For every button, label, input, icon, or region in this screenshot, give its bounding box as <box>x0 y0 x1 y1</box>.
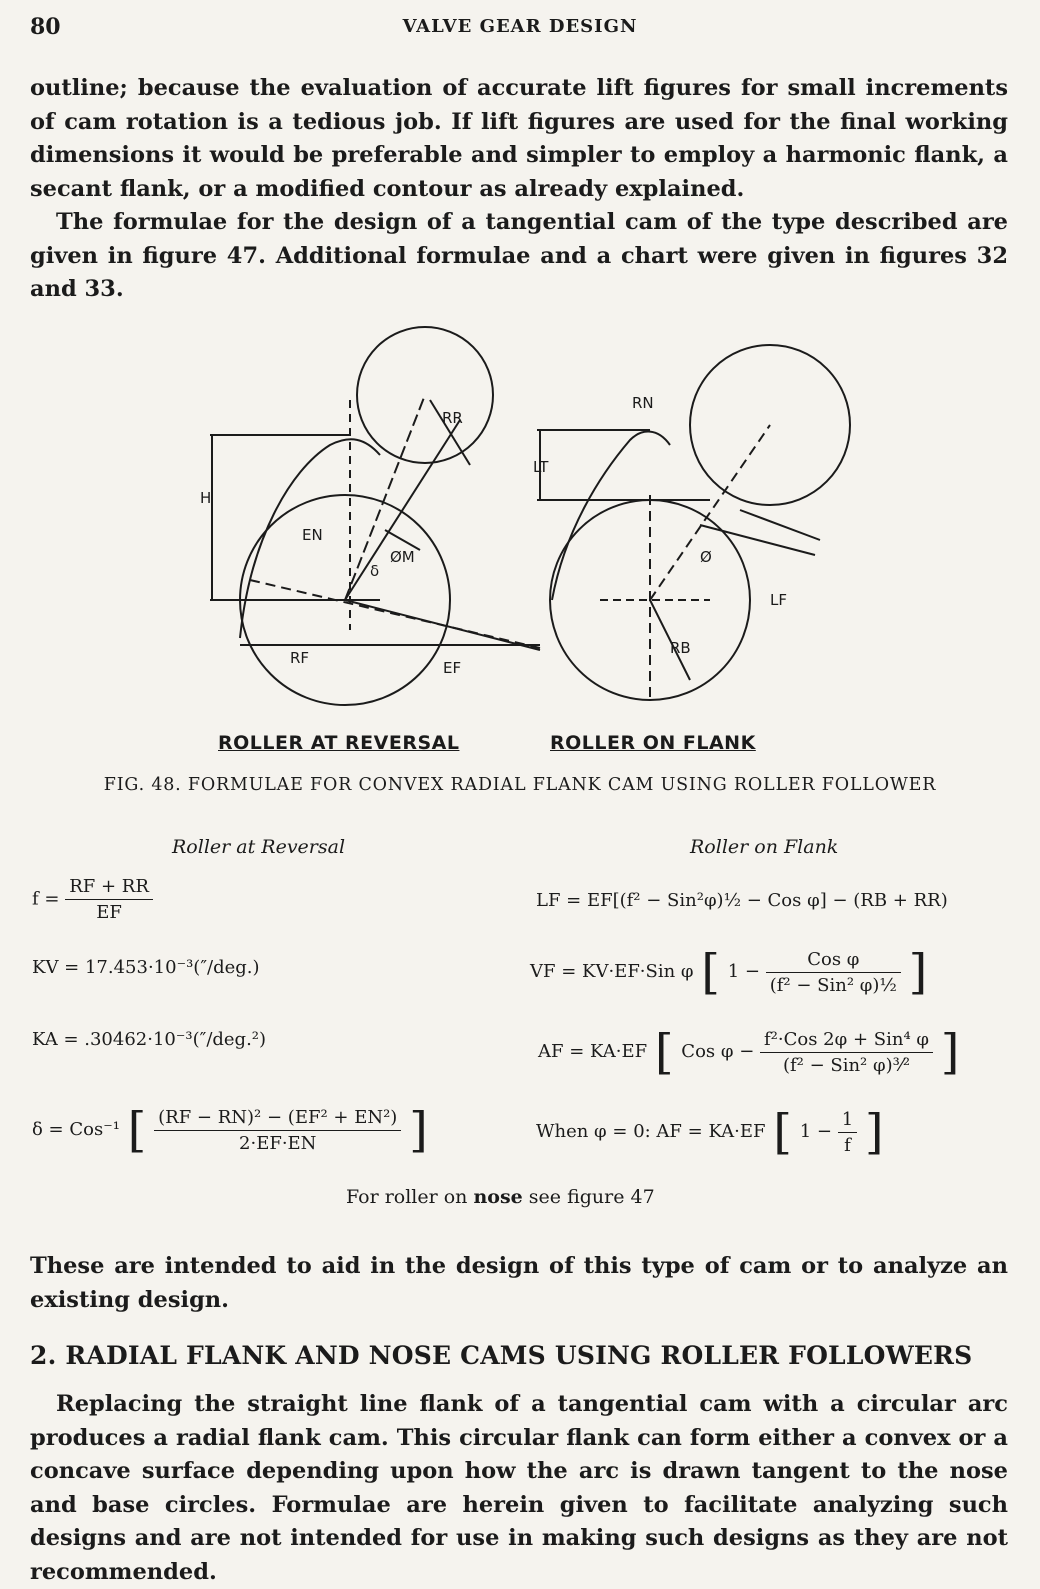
label-rb: RB <box>670 639 691 657</box>
formula-when-phi-zero: When φ = 0: AF = KA·EF [ 1 − $\frac{1}{f}$ ] <box>536 1104 884 1160</box>
paragraph-formulae-reference: The formulae for the design of a tangential cam of the type described are given in figure 47. Additional formulae and a chart were given in figures 32 and 33. <box>30 209 1008 302</box>
paragraph-purpose: These are intended to aid in the design of this type of cam or to analyze an existing design. <box>30 1253 1008 1313</box>
label-roller-at-reversal: ROLLER AT REVERSAL <box>218 732 460 754</box>
label-ef: EF <box>443 659 462 677</box>
column-title-flank: Roller on Flank <box>690 836 839 858</box>
formula-delta: δ = Cos⁻¹ [ $\frac{\text{(RF − RN)² − (EF² + EN²)}}{2\cdot EF\cdot EN}$ ] <box>32 1102 428 1158</box>
page-number: 80 <box>30 14 61 40</box>
label-lt: LT <box>533 458 549 476</box>
label-en: EN <box>302 526 323 544</box>
paragraph-radial-flank: Replacing the straight line flank of a tangential cam with a circular arc produces a radial flank cam. This circular flank can form either a convex or a concave surface depending upon how the arc is drawn tangent to the nose and base circles. Formulae are herein given to facilitate analyzing such designs and are not intended for use in making such designs as they are not recommended. <box>30 1391 1008 1585</box>
formula-kv: KV = 17.453·10⁻³(″/deg.) <box>32 957 260 978</box>
paragraph-intro: outline; because the evaluation of accurate lift figures for small increments of cam rotation is a tedious job. If lift figures are used for the final working dimensions it would be preferable and simpler to employ a harmonic flank, a secant flank, or a modified contour as already explained. <box>30 75 1008 202</box>
nose-reference-note: For roller on nose see figure 47 <box>346 1186 655 1208</box>
label-rr: RR <box>442 409 463 427</box>
label-lf: LF <box>770 591 787 609</box>
roller-circle-left <box>357 327 493 463</box>
section-heading: 2. RADIAL FLANK AND NOSE CAMS USING ROLLER FOLLOWERS <box>30 1341 973 1370</box>
label-rf: RF <box>290 649 310 667</box>
label-roller-on-flank: ROLLER ON FLANK <box>550 732 756 754</box>
page-header <box>30 14 1010 44</box>
label-rn: RN <box>632 394 654 412</box>
cam-profile-right <box>552 432 670 600</box>
formula-vf: VF = KV·EF·Sin φ [ 1 − $\frac{\text{Cos φ}}{\text{(f² − Sin² φ)½}}$ ] <box>530 944 928 1000</box>
formula-ka: KA = .30462·10⁻³(″/deg.²) <box>32 1029 267 1050</box>
label-delta: δ <box>370 562 380 580</box>
label-h: H <box>200 489 212 507</box>
formula-af: AF = KA·EF [ Cos φ − $\frac{\text{f²·Cos 2φ + Sin⁴ φ}}{\text{(f² − Sin² φ)³⁄²}}$ ] <box>538 1024 960 1080</box>
column-title-reversal: Roller at Reversal <box>172 836 346 858</box>
cam-diagram <box>180 300 880 740</box>
label-phi-m: ØM <box>390 548 415 566</box>
formula-lf: LF = EF[(f² − Sin²φ)½ − Cos φ] − (RB + RR) <box>536 890 948 911</box>
running-head: VALVE GEAR DESIGN <box>402 16 638 37</box>
label-phi: Ø <box>700 548 712 566</box>
figure-caption: FIG. 48. FORMULAE FOR CONVEX RADIAL FLANK CAM USING ROLLER FOLLOWER <box>103 775 937 795</box>
formula-f: f = $\frac{RF + RR}{EF}$ <box>32 876 153 923</box>
